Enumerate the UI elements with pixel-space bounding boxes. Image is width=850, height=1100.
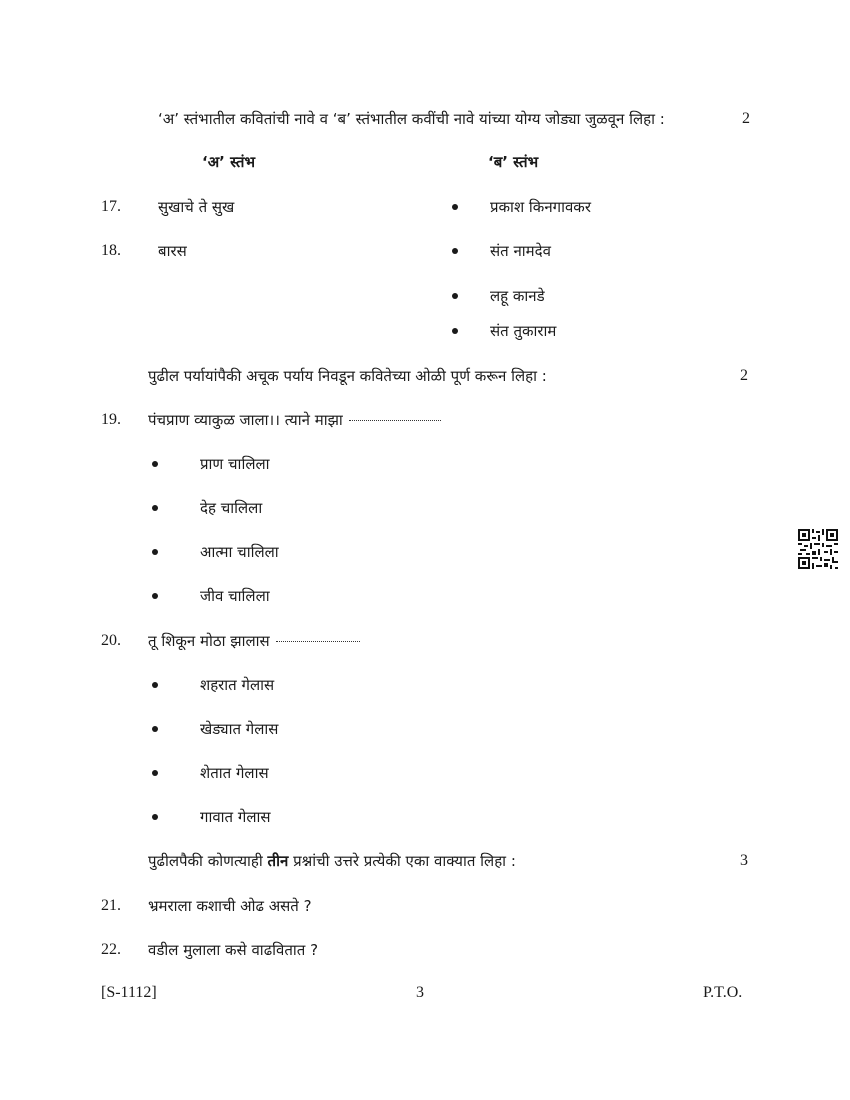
option: देह चालिला [200, 499, 263, 517]
question-19-line [148, 410, 441, 430]
section1-marks: 2 [742, 110, 750, 127]
question-18-number: 18. [101, 242, 121, 259]
bullet-icon [152, 593, 158, 599]
question-17-number: 17. [101, 198, 121, 215]
question-21-number: 21. [101, 897, 121, 914]
question-22-number: 22. [101, 941, 121, 958]
option: शहरात गेलास [200, 676, 275, 694]
qr-code-icon [798, 529, 838, 569]
column-b-header: ‘ब’ स्तंभ [488, 153, 539, 171]
option: खेड्यात गेलास [200, 720, 279, 738]
bullet-icon [152, 549, 158, 555]
fill-in-blank [276, 631, 360, 642]
option: शेतात गेलास [200, 764, 269, 782]
column-b-option: संत तुकाराम [490, 322, 557, 340]
option: आत्मा चालिला [200, 543, 279, 561]
question-20-number: 20. [101, 632, 121, 649]
bullet-icon [452, 328, 458, 334]
section1-instruction: ‘अ’ स्तंभातील कवितांची नावे व ‘ब’ स्तंभातील कवींची नावे यांच्या योग्य जोड्या जुळवून लिहा : [158, 110, 665, 128]
column-b-option: संत नामदेव [490, 242, 551, 260]
question-22-text: वडील मुलाला कसे वाढवितात ? [148, 941, 319, 959]
column-b-option: लहू कानडे [490, 287, 545, 305]
question-20-line [148, 631, 360, 651]
question-20-text: तू शिकून मोठा झालास [148, 632, 270, 650]
bullet-icon [152, 814, 158, 820]
question-19-text: पंचप्राण व्याकुळ जाला।। त्याने माझा [148, 411, 343, 429]
option: गावात गेलास [200, 808, 271, 826]
question-18-text: बारस [158, 242, 187, 260]
section3-instruction-emphasis: तीन [267, 852, 289, 870]
bullet-icon [152, 461, 158, 467]
bullet-icon [152, 682, 158, 688]
section3-instruction-start: पुढीलपैकी कोणत्याही [148, 852, 263, 870]
section2-marks: 2 [740, 367, 748, 384]
column-a-header: ‘अ’ स्तंभ [202, 153, 256, 171]
section2-instruction: पुढील पर्यायांपैकी अचूक पर्याय निवडून कवितेच्या ओळी पूर्ण करून लिहा : [148, 367, 547, 385]
section3-instruction [148, 851, 516, 871]
question-17-text: सुखाचे ते सुख [158, 198, 235, 216]
bullet-icon [452, 248, 458, 254]
bullet-icon [452, 293, 458, 299]
bullet-icon [152, 770, 158, 776]
bullet-icon [152, 726, 158, 732]
bullet-icon [152, 505, 158, 511]
section3-marks: 3 [740, 852, 748, 869]
question-19-number: 19. [101, 411, 121, 428]
column-b-option: प्रकाश किनगावकर [490, 198, 591, 216]
section3-instruction-end: प्रश्नांची उत्तरे प्रत्येकी एका वाक्यात लिहा : [293, 852, 516, 870]
bullet-icon [452, 204, 458, 210]
fill-in-blank [349, 410, 441, 421]
question-21-text: भ्रमराला कशाची ओढ असते ? [148, 897, 312, 915]
please-turn-over: P.T.O. [703, 984, 743, 1001]
page-number: 3 [416, 984, 424, 1001]
paper-code: [S-1112] [101, 984, 157, 1001]
option: जीव चालिला [200, 587, 270, 605]
option: प्राण चालिला [200, 455, 270, 473]
